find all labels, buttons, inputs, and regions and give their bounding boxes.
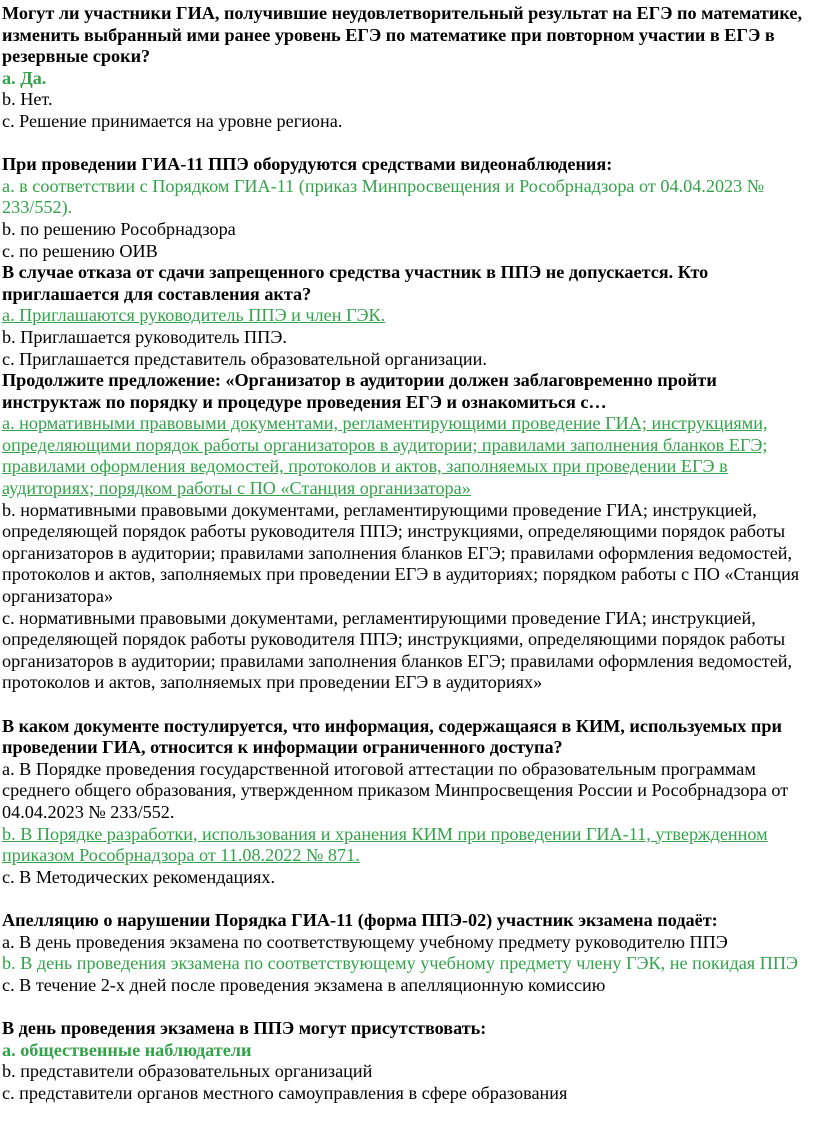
answer-option: c. В Методических рекомендациях. <box>2 866 276 887</box>
question-block-2 <box>2 154 808 262</box>
question-text: При проведении ГИА-11 ППЭ оборудуются средствами видеонаблюдения: <box>2 154 613 175</box>
answer-option: b. Нет. <box>2 89 53 110</box>
answer-option: c. по решению ОИВ <box>2 240 158 261</box>
question-text: Продолжите предложение: «Организатор в аудитории должен заблаговременно пройти инструктаж по порядку и процедуре проведения ЕГЭ и ознакомиться с… <box>2 370 717 412</box>
answer-option-correct: b. В Порядке разработки, использования и хранения КИМ при проведении ГИА-11, утвержденном приказом Рособрнадзора от 11.08.2022 № 871. <box>2 823 768 866</box>
answer-option-correct: a. Приглашаются руководитель ППЭ и член ГЭК. <box>2 305 386 326</box>
question-block-6 <box>2 910 808 996</box>
answer-option-correct: b. В день проведения экзамена по соответствующему учебному предмету члену ГЭК, не покидая ППЭ <box>2 953 798 974</box>
question-text: В случае отказа от сдачи запрещенного средства участник в ППЭ не допускается. Кто приглашается для составления акта? <box>2 262 709 304</box>
answer-option: c. нормативными правовыми документами, регламентирующими проведение ГИА; инструкцией, определяющей порядок работы руководителя ППЭ; инструкциями, определяющими порядок работы организаторов в аудитории; правилами заполнения бланков ЕГЭ; правилами оформления ведомостей, протоколов и актов, заполняемых при проведении ЕГЭ в аудиториях» <box>2 607 793 693</box>
answer-option: b. Приглашается руководитель ППЭ. <box>2 326 287 347</box>
answer-option: b. нормативными правовыми документами, регламентирующими проведение ГИА; инструкцией, определяющей порядок работы руководителя ППЭ; инструкциями, определяющими порядок работы организаторов в аудитории; правилами заполнения бланков ЕГЭ; правилами оформления ведомостей, протоколов и актов, заполняемых при проведении ЕГЭ в аудиториях; порядком работы с ПО «Станция организатора» <box>2 499 800 607</box>
question-block-3 <box>2 262 808 370</box>
question-block-5 <box>2 716 808 889</box>
answer-option: b. по решению Рособрнадзора <box>2 218 236 239</box>
spacer <box>2 694 808 716</box>
answer-option: a. В Порядке проведения государственной итоговой аттестации по образовательным программам среднего общего образования, утвержденном приказом Минпросвещения России и Рособрнадзора от 04.04.2023 № 233/552. <box>2 758 789 822</box>
question-text: Могут ли участники ГИА, получившие неудовлетворительный результат на ЕГЭ по математике, изменить выбранный ими ранее уровень ЕГЭ по математике при повторном участии в ЕГЭ в резервные сроки? <box>2 3 802 67</box>
answer-option: a. В день проведения экзамена по соответствующему учебному предмету руководителю ППЭ <box>2 931 728 952</box>
answer-option-correct: a. Да. <box>2 67 47 88</box>
answer-option-correct: a. общественные наблюдатели <box>2 1039 252 1060</box>
spacer <box>2 996 808 1018</box>
answer-option: c. представители органов местного самоуправления в сфере образования <box>2 1082 568 1103</box>
answer-option: c. Приглашается представитель образовательной организации. <box>2 348 487 369</box>
answer-option: c. В течение 2-х дней после проведения экзамена в апелляционную комиссию <box>2 974 606 995</box>
question-block-1 <box>2 3 808 133</box>
question-text: В день проведения экзамена в ППЭ могут присутствовать: <box>2 1017 487 1038</box>
answer-option: c. Решение принимается на уровне региона. <box>2 110 343 131</box>
question-text: В каком документе постулируется, что информация, содержащаяся в КИМ, используемых при проведении ГИА, относится к информации ограниченного доступа? <box>2 715 782 758</box>
question-block-7 <box>2 1018 808 1104</box>
answer-option-correct: a. в соответствии с Порядком ГИА-11 (приказ Минпросвещения и Рособрнадзора от 04.04.2023 № 233/552). <box>2 175 765 218</box>
answer-option-correct: a. нормативными правовыми документами, регламентирующими проведение ГИА; инструкциями, определяющими порядок работы организаторов в аудитории; правилами заполнения бланков ЕГЭ; правилами оформления ведомостей, протоколов и актов, заполняемых при проведении ЕГЭ в аудиториях; порядком работы с ПО «Станция организатора» <box>2 413 768 499</box>
spacer <box>2 888 808 910</box>
spacer <box>2 133 808 155</box>
answer-option: b. представители образовательных организаций <box>2 1061 373 1082</box>
question-block-4 <box>2 370 808 694</box>
question-text: Апелляцию о нарушении Порядка ГИА-11 (форма ППЭ-02) участник экзамена подаёт: <box>2 909 718 930</box>
